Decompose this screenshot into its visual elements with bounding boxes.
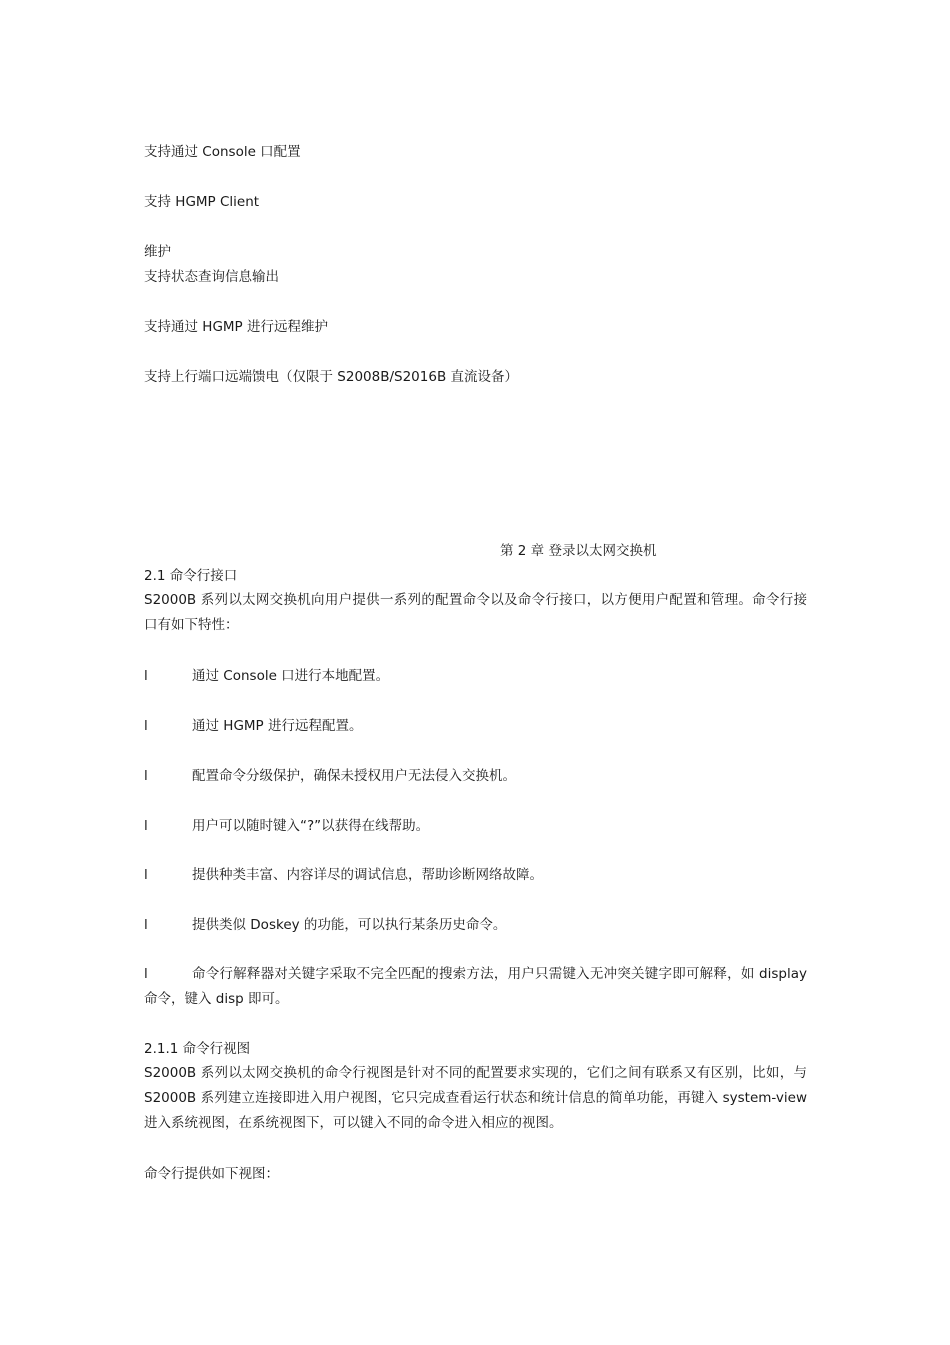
bullet-mark: l xyxy=(144,917,148,933)
section-2-1-1-body: S2000B 系列以太网交换机的命令行视图是针对不同的配置要求实现的，它们之间有联系又有区别，比如，与 S2000B 系列建立连接即进入用户视图，它只完成查看运行状态和统计信息的简单功能，再键入 system-view 进入系统视图，在系统视图下，可以键入不同的命令进入相应的视图。 xyxy=(144,1065,807,1131)
bullet-mark: l xyxy=(144,668,148,684)
bullet-text: 提供类似 Doskey 的功能，可以执行某条历史命令。 xyxy=(192,917,507,933)
views-intro: 命令行提供如下视图： xyxy=(144,1166,279,1182)
bullet-mark: l xyxy=(144,768,148,784)
maintenance-item-status-query: 支持状态查询信息输出 xyxy=(144,269,279,285)
feature-hgmp-client: 支持 HGMP Client xyxy=(144,194,260,210)
bullet-text: 提供种类丰富、内容详尽的调试信息，帮助诊断网络故障。 xyxy=(192,867,543,883)
bullet-text: 用户可以随时键入“?”以获得在线帮助。 xyxy=(192,818,430,834)
maintenance-item-power-feed: 支持上行端口远端馈电（仅限于 S2008B/S2016B 直流设备） xyxy=(144,369,519,385)
bullet-mark: l xyxy=(144,966,148,982)
section-2-1-1-heading: 2.1.1 命令行视图 xyxy=(144,1041,251,1057)
bullet-mark: l xyxy=(144,718,148,734)
bullet-text: 命令行解释器对关键字采取不完全匹配的搜索方法，用户只需键入无冲突关键字即可解释，如 display 命令，键入 disp 即可。 xyxy=(144,966,807,1007)
maintenance-heading: 维护 xyxy=(144,244,171,260)
bullet-mark: l xyxy=(144,867,148,883)
section-2-1-heading: 2.1 命令行接口 xyxy=(144,568,238,584)
list-item xyxy=(144,962,807,1012)
section-2-1-intro: S2000B 系列以太网交换机向用户提供一系列的配置命令以及命令行接口，以方便用户配置和管理。命令行接口有如下特性： xyxy=(144,592,807,633)
feature-console-config: 支持通过 Console 口配置 xyxy=(144,144,301,160)
bullet-text: 通过 Console 口进行本地配置。 xyxy=(192,668,390,684)
chapter-title: 第 2 章 登录以太网交换机 xyxy=(500,543,657,559)
maintenance-item-remote: 支持通过 HGMP 进行远程维护 xyxy=(144,319,328,335)
bullet-text: 配置命令分级保护，确保未授权用户无法侵入交换机。 xyxy=(192,768,516,784)
bullet-mark: l xyxy=(144,818,148,834)
bullet-text: 通过 HGMP 进行远程配置。 xyxy=(192,718,363,734)
